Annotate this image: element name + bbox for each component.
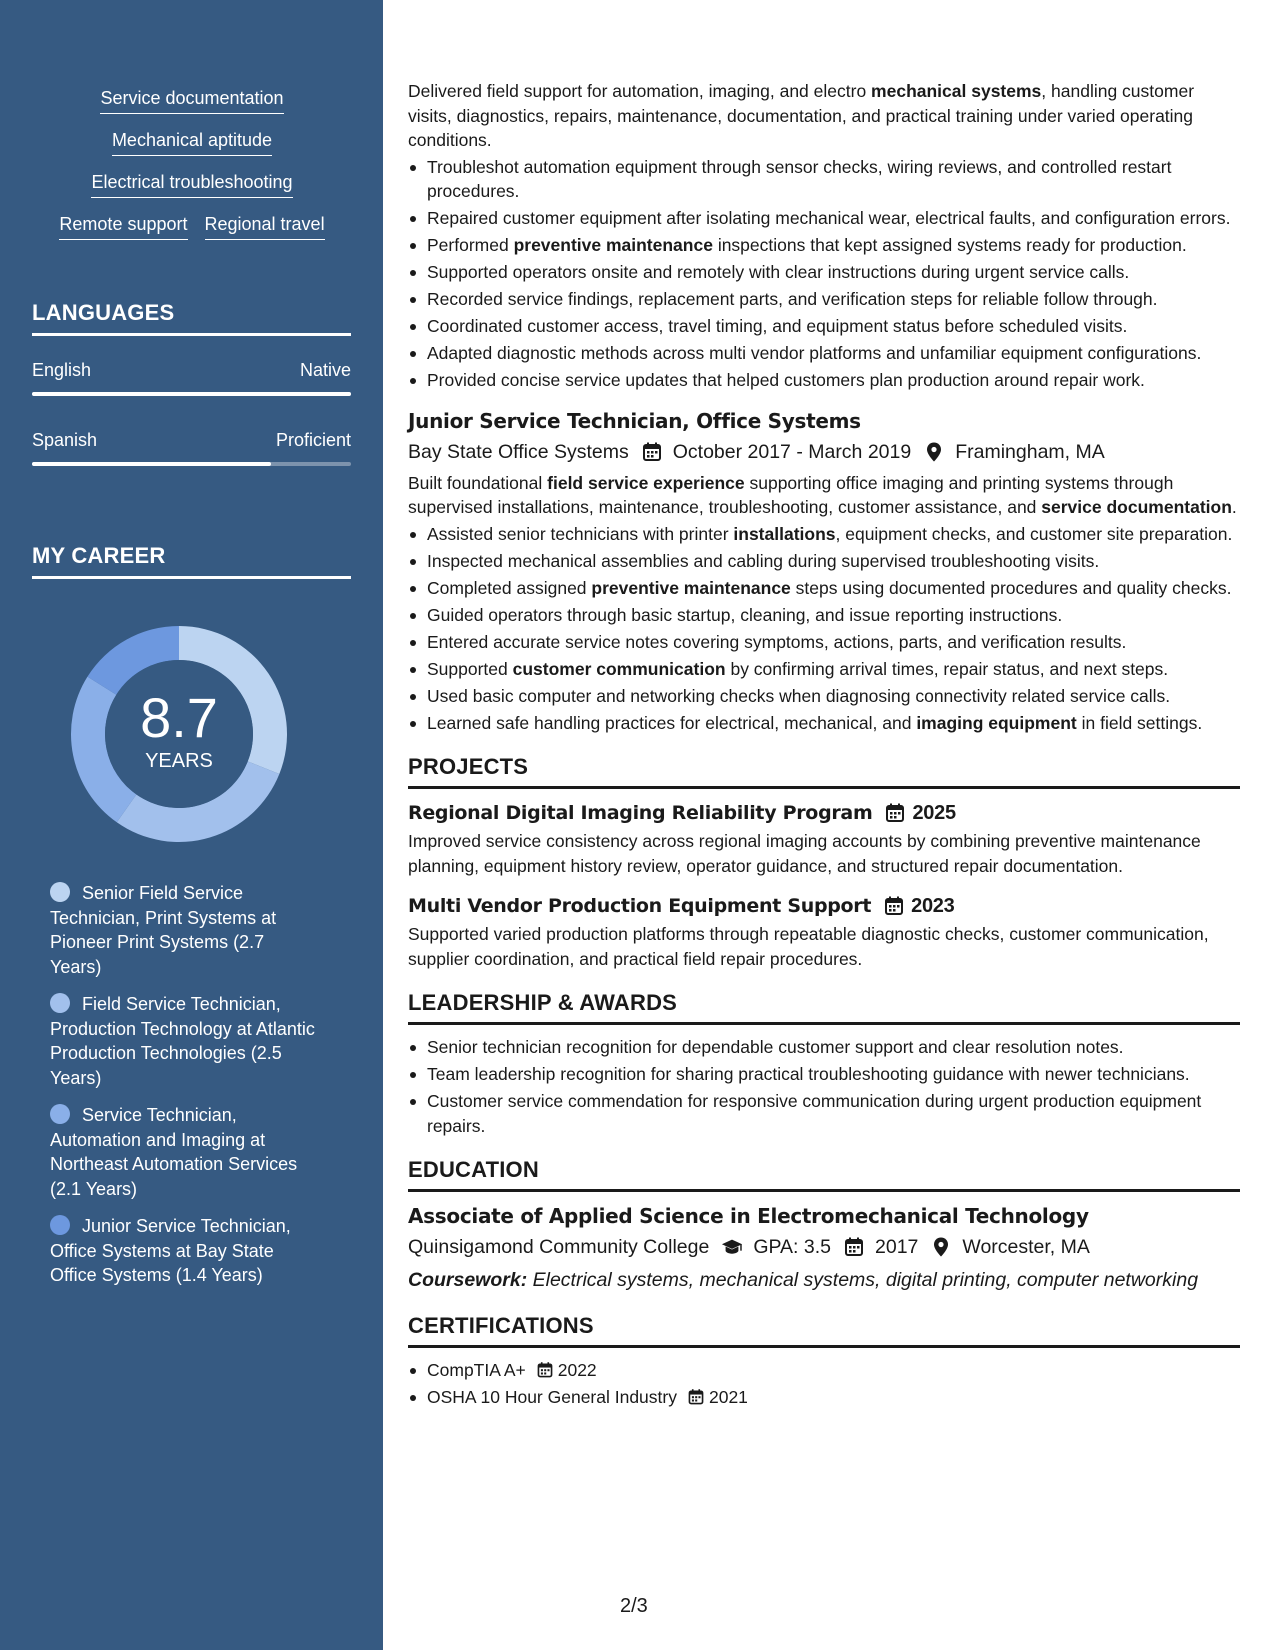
job-summary: Delivered field support for automation, imaging, and electro mechanical systems, handling customer visits, diagnostics, repairs, maintenance, documentation, and practical training under varied operating conditions. [408, 81, 1195, 150]
bullet-item: Recorded service findings, replacement parts, and verification steps for reliable follow through. [408, 287, 1240, 312]
job-summary: Built foundational field service experience supporting office imaging and printing systems through supervised installations, maintenance, troubleshooting, customer assistance, and service documentation. [408, 472, 1237, 517]
project-entry [408, 892, 1240, 971]
section-heading: EDUCATION [408, 1156, 1240, 1192]
bullet-item: Team leadership recognition for sharing practical troubleshooting guidance with newer technicians. [408, 1062, 1240, 1087]
job-company: Bay State Office Systems [408, 440, 629, 463]
bullet-item: Provided concise service updates that helped customers plan production around repair work. [408, 368, 1240, 393]
bullet-item: Senior technician recognition for dependable customer support and clear resolution notes. [408, 1035, 1240, 1060]
career-heading: MY CAREER [32, 542, 351, 579]
career-legend-item [50, 992, 320, 1090]
certification-item [408, 1385, 1240, 1410]
bullet-item: Supported operators onsite and remotely with clear instructions during urgent service calls. [408, 260, 1240, 285]
bullet-item: Entered accurate service notes covering symptoms, actions, parts, and verification results. [408, 630, 1240, 655]
calendar-icon [884, 802, 906, 824]
skill-tag: Service documentation [100, 86, 283, 114]
project-description: Improved service consistency across regional imaging accounts by combining preventive maintenance planning, equipment history review, operator guidance, and structured repair documentation. [408, 831, 1201, 876]
language-name: Spanish [32, 430, 98, 450]
language-english [32, 358, 351, 396]
certification-item [408, 1358, 1240, 1383]
bullet-item: Performed preventive maintenance inspections that kept assigned systems ready for production. [408, 233, 1240, 258]
language-level: Native [299, 360, 351, 380]
certification-year: 2021 [708, 1387, 748, 1407]
bullet-item: Customer service commendation for responsive communication during urgent production equipment repairs. [408, 1089, 1240, 1138]
career-legend [50, 881, 320, 1301]
skills-list [32, 86, 352, 254]
calendar-icon [687, 1388, 705, 1406]
section-heading: LEADERSHIP & AWARDS [408, 989, 1240, 1025]
graduation-year: 2017 [875, 1236, 919, 1258]
language-bar-fill [32, 392, 351, 396]
career-legend-item [50, 881, 320, 979]
skill-tag: Remote support [59, 212, 187, 240]
bullet-item: Inspected mechanical assemblies and cabling during supervised troubleshooting visits. [408, 549, 1240, 574]
language-bar [32, 462, 351, 466]
page-number: 2/3 [620, 1595, 648, 1617]
calendar-icon [883, 895, 905, 917]
certification-name: CompTIA A+ [427, 1360, 526, 1380]
certifications-section [408, 1312, 1240, 1410]
project-title: Multi Vendor Production Equipment Support [408, 895, 872, 917]
project-entry [408, 799, 1240, 878]
school-location: Worcester, MA [962, 1236, 1090, 1258]
coursework [408, 1266, 1240, 1294]
bullet-item: Used basic computer and networking checks when diagnosing connectivity related service calls. [408, 684, 1240, 709]
main-content [408, 79, 1240, 1412]
skill-tag: Mechanical aptitude [112, 128, 272, 156]
legend-dot [50, 1215, 70, 1235]
bullet-item: Repaired customer equipment after isolating mechanical wear, electrical faults, and configuration errors. [408, 206, 1240, 231]
language-bar [32, 392, 351, 396]
bullet-item: Assisted senior technicians with printer installations, equipment checks, and customer site preparation. [408, 522, 1240, 547]
project-title: Regional Digital Imaging Reliability Program [408, 802, 873, 824]
language-name: English [32, 360, 92, 380]
job-bullets [408, 522, 1240, 736]
career-legend-text: Field Service Technician, Production Technology at Atlantic Production Technologies (2.5 Years) [50, 994, 315, 1088]
school-name: Quinsigamond Community College [408, 1236, 710, 1258]
coursework-text: Electrical systems, mechanical systems, digital printing, computer networking [527, 1269, 1199, 1291]
skill-tag: Electrical troubleshooting [91, 170, 292, 198]
job-bullets [408, 155, 1240, 393]
project-year: 2025 [912, 802, 956, 824]
legend-dot [50, 993, 70, 1013]
award-bullets [408, 1035, 1240, 1138]
job-title: Junior Service Technician, Office Systems [408, 408, 861, 433]
language-level: Proficient [275, 430, 351, 450]
section-heading: PROJECTS [408, 753, 1240, 789]
sidebar [0, 0, 383, 1650]
gpa: GPA: 3.5 [753, 1236, 831, 1258]
bullet-item: Troubleshot automation equipment through sensor checks, wiring reviews, and controlled restart procedures. [408, 155, 1240, 204]
bullet-item: Learned safe handling practices for electrical, mechanical, and imaging equipment in field settings. [408, 711, 1240, 736]
job-meta [408, 437, 1240, 467]
certification-list [408, 1358, 1240, 1410]
skill-tag: Regional travel [205, 212, 325, 240]
location-pin-icon [930, 1236, 952, 1258]
experience-entry-continued [408, 79, 1240, 393]
job-dates: October 2017 - March 2019 [672, 440, 912, 463]
career-legend-item [50, 1103, 320, 1201]
graduation-cap-icon [721, 1236, 743, 1258]
degree-title: Associate of Applied Science in Electromechanical Technology [408, 1204, 1089, 1228]
education-meta [408, 1232, 1240, 1262]
certification-year: 2022 [557, 1360, 597, 1380]
calendar-icon [843, 1236, 865, 1258]
career-total-unit: YEARS [145, 750, 213, 772]
career-legend-text: Service Technician, Automation and Imaging at Northeast Automation Services (2.1 Years) [50, 1105, 298, 1199]
education-section [408, 1156, 1240, 1294]
legend-dot [50, 1104, 70, 1124]
language-bar-fill [32, 462, 271, 466]
career-donut-chart [65, 620, 293, 848]
bullet-item: Adapted diagnostic methods across multi vendor platforms and unfamiliar equipment configurations. [408, 341, 1240, 366]
job-location: Framingham, MA [955, 440, 1105, 463]
career-legend-item [50, 1214, 320, 1288]
bullet-item: Guided operators through basic startup, cleaning, and issue reporting instructions. [408, 603, 1240, 628]
certification-name: OSHA 10 Hour General Industry [427, 1387, 677, 1407]
career-legend-text: Senior Field Service Technician, Print Systems at Pioneer Print Systems (2.7 Years) [50, 883, 277, 977]
location-pin-icon [923, 441, 945, 463]
legend-dot [50, 882, 70, 902]
bullet-item: Completed assigned preventive maintenance steps using documented procedures and quality checks. [408, 576, 1240, 601]
projects-section [408, 753, 1240, 971]
career-total-value: 8.7 [140, 686, 218, 749]
project-description: Supported varied production platforms through repeatable diagnostic checks, customer communication, supplier coordination, and practical field repair procedures. [408, 924, 1209, 969]
languages-heading: LANGUAGES [32, 299, 351, 336]
project-year: 2023 [911, 895, 955, 917]
calendar-icon [641, 441, 663, 463]
section-heading: CERTIFICATIONS [408, 1312, 1240, 1348]
calendar-icon [536, 1361, 554, 1379]
leadership-section [408, 989, 1240, 1138]
bullet-item: Supported customer communication by confirming arrival times, repair status, and next steps. [408, 657, 1240, 682]
career-legend-text: Junior Service Technician, Office Systems at Bay State Office Systems (1.4 Years) [50, 1216, 291, 1285]
coursework-label: Coursework: [408, 1269, 528, 1291]
experience-entry [408, 407, 1240, 736]
language-spanish [32, 428, 351, 466]
bullet-item: Coordinated customer access, travel timing, and equipment status before scheduled visits. [408, 314, 1240, 339]
